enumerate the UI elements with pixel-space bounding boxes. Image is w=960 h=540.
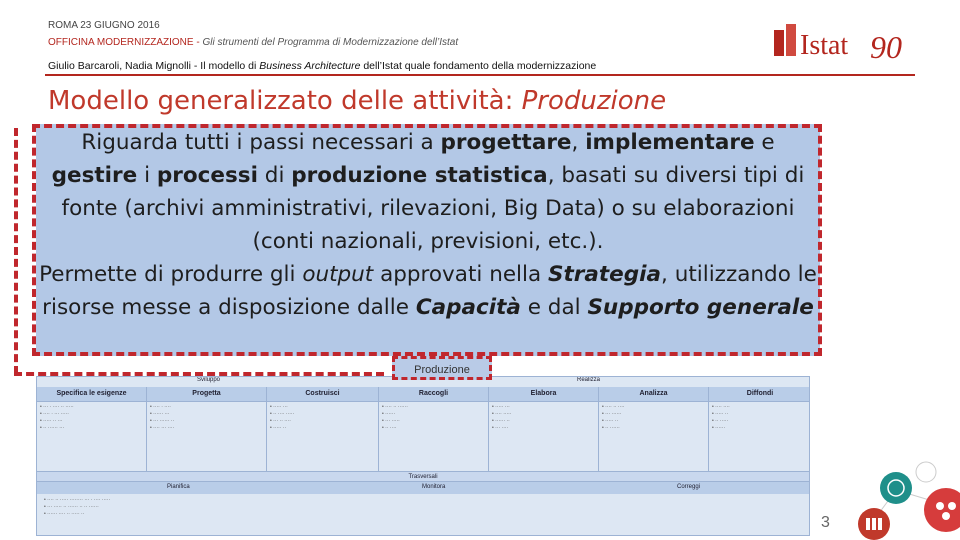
text-run: e dal bbox=[520, 295, 588, 320]
text-bold-italic: Capacità bbox=[415, 295, 521, 320]
band-trasversali: Trasversali bbox=[37, 471, 809, 482]
logo-number: 90 bbox=[870, 29, 902, 65]
diagram-column: Diffondi • ···· ···· • ····· ·· • ·· ····· • ······ bbox=[709, 387, 810, 471]
column-head: Elabora bbox=[489, 387, 598, 402]
text-run: di bbox=[257, 163, 292, 188]
text-bold: implementare bbox=[585, 130, 755, 155]
decorative-icons bbox=[846, 460, 960, 540]
text-run: , utilizzando le risorse messe a disposizione dalle bbox=[42, 262, 817, 320]
column-head: Costruisci bbox=[267, 387, 378, 402]
authors-suffix: dell’Istat quale fondamento della modernizzazione bbox=[360, 60, 597, 72]
text-bold: processi bbox=[156, 163, 258, 188]
text-italic: output bbox=[302, 262, 374, 287]
highlight-dashed-left bbox=[14, 128, 38, 374]
diagram-column: Elabora • ····· ··· • ···· ····· • ······ ·· • ··· ···· bbox=[489, 387, 599, 471]
text-run: , basati su diversi tipi di fonte (archivi amministrativi, rilevazioni, Big Data) o su elaborazioni (conti nazionali, previsioni, etc.). bbox=[61, 163, 805, 254]
text-bold: produzione statistica bbox=[291, 163, 548, 188]
logo-text: Istat bbox=[800, 30, 849, 61]
text-bold: gestire bbox=[51, 163, 138, 188]
head-correggi: Correggi bbox=[677, 484, 701, 490]
text-run: e bbox=[754, 130, 775, 155]
label-realizza: Realizza bbox=[577, 377, 601, 383]
globe-icon bbox=[880, 472, 912, 504]
diagram-column: Raccogli • ···· ·· ······ • ······ • ··· ····· • ·· ···· bbox=[379, 387, 489, 471]
text-run: i bbox=[137, 163, 157, 188]
presentation-authors bbox=[48, 60, 596, 72]
title-italic: Produzione bbox=[521, 86, 667, 116]
text-run: , bbox=[571, 130, 586, 155]
diagram-column: Progetta • ···· · ···· • ······ ··· • ··· ······ ·· • ···· ··· ···· bbox=[147, 387, 267, 471]
highlight-dashed-border bbox=[32, 124, 822, 356]
produzione-tab: Produzione bbox=[392, 356, 492, 380]
text-bold-italic: Strategia bbox=[548, 262, 662, 287]
text-run: Riguarda tutti i passi necessari a bbox=[81, 130, 441, 155]
event-date: ROMA 23 GIUGNO 2016 bbox=[48, 20, 160, 31]
slide-title bbox=[48, 86, 666, 116]
column-head: Analizza bbox=[599, 387, 708, 402]
activity-model-diagram bbox=[36, 376, 810, 536]
event-subtitle-prefix: OFFICINA MODERNIZZAZIONE - bbox=[48, 37, 203, 48]
istat-logo bbox=[770, 18, 920, 68]
text-bold-italic: Supporto generale bbox=[587, 295, 814, 320]
people-icon bbox=[924, 488, 960, 532]
diagram-column: Costruisci • ····· ··· • ·· ···· ····· • ··· ·· ···· • ····· ·· bbox=[267, 387, 379, 471]
page-number: 3 bbox=[821, 514, 830, 531]
bottom-details: • ···· ·· ····· ········ ··· · ···· ····· • ··· ····· ·· ······ ·· ·· ······ • ······ ···· ·· ····· ·· bbox=[44, 497, 111, 517]
text-run: approvati nella bbox=[373, 262, 549, 287]
diagram-column: Specifica le esigenze • ··· · ···· ·· ····· • ···· · ··· ····· • ····· ·· ··· • ·· ······ ··· bbox=[37, 387, 147, 471]
diagram-column: Analizza • ···· ·· ···· • ··· ······ • ····· ·· • ·· ······ bbox=[599, 387, 709, 471]
authors-italic: Business Architecture bbox=[259, 60, 361, 72]
event-subtitle-italic: Gli strumenti del Programma di Modernizzazione dell’Istat bbox=[202, 37, 459, 48]
text-run: Permette di produrre gli bbox=[39, 262, 303, 287]
event-subtitle bbox=[48, 37, 458, 48]
head-monitora: Monitora bbox=[422, 484, 446, 490]
column-head: Specifica le esigenze bbox=[37, 387, 146, 402]
column-head: Progetta bbox=[147, 387, 266, 402]
text-bold: progettare bbox=[440, 130, 572, 155]
head-pianifica: Pianifica bbox=[167, 484, 190, 490]
authors-prefix: Giulio Barcaroli, Nadia Mignolli - Il modello di bbox=[48, 60, 260, 72]
title-plain: Modello generalizzato delle attività: bbox=[48, 86, 522, 116]
column-head: Diffondi bbox=[709, 387, 810, 402]
label-sviluppo: Sviluppo bbox=[197, 377, 221, 383]
header-rule bbox=[45, 74, 915, 76]
bottom-heads bbox=[37, 481, 809, 494]
column-head: Raccogli bbox=[379, 387, 488, 402]
